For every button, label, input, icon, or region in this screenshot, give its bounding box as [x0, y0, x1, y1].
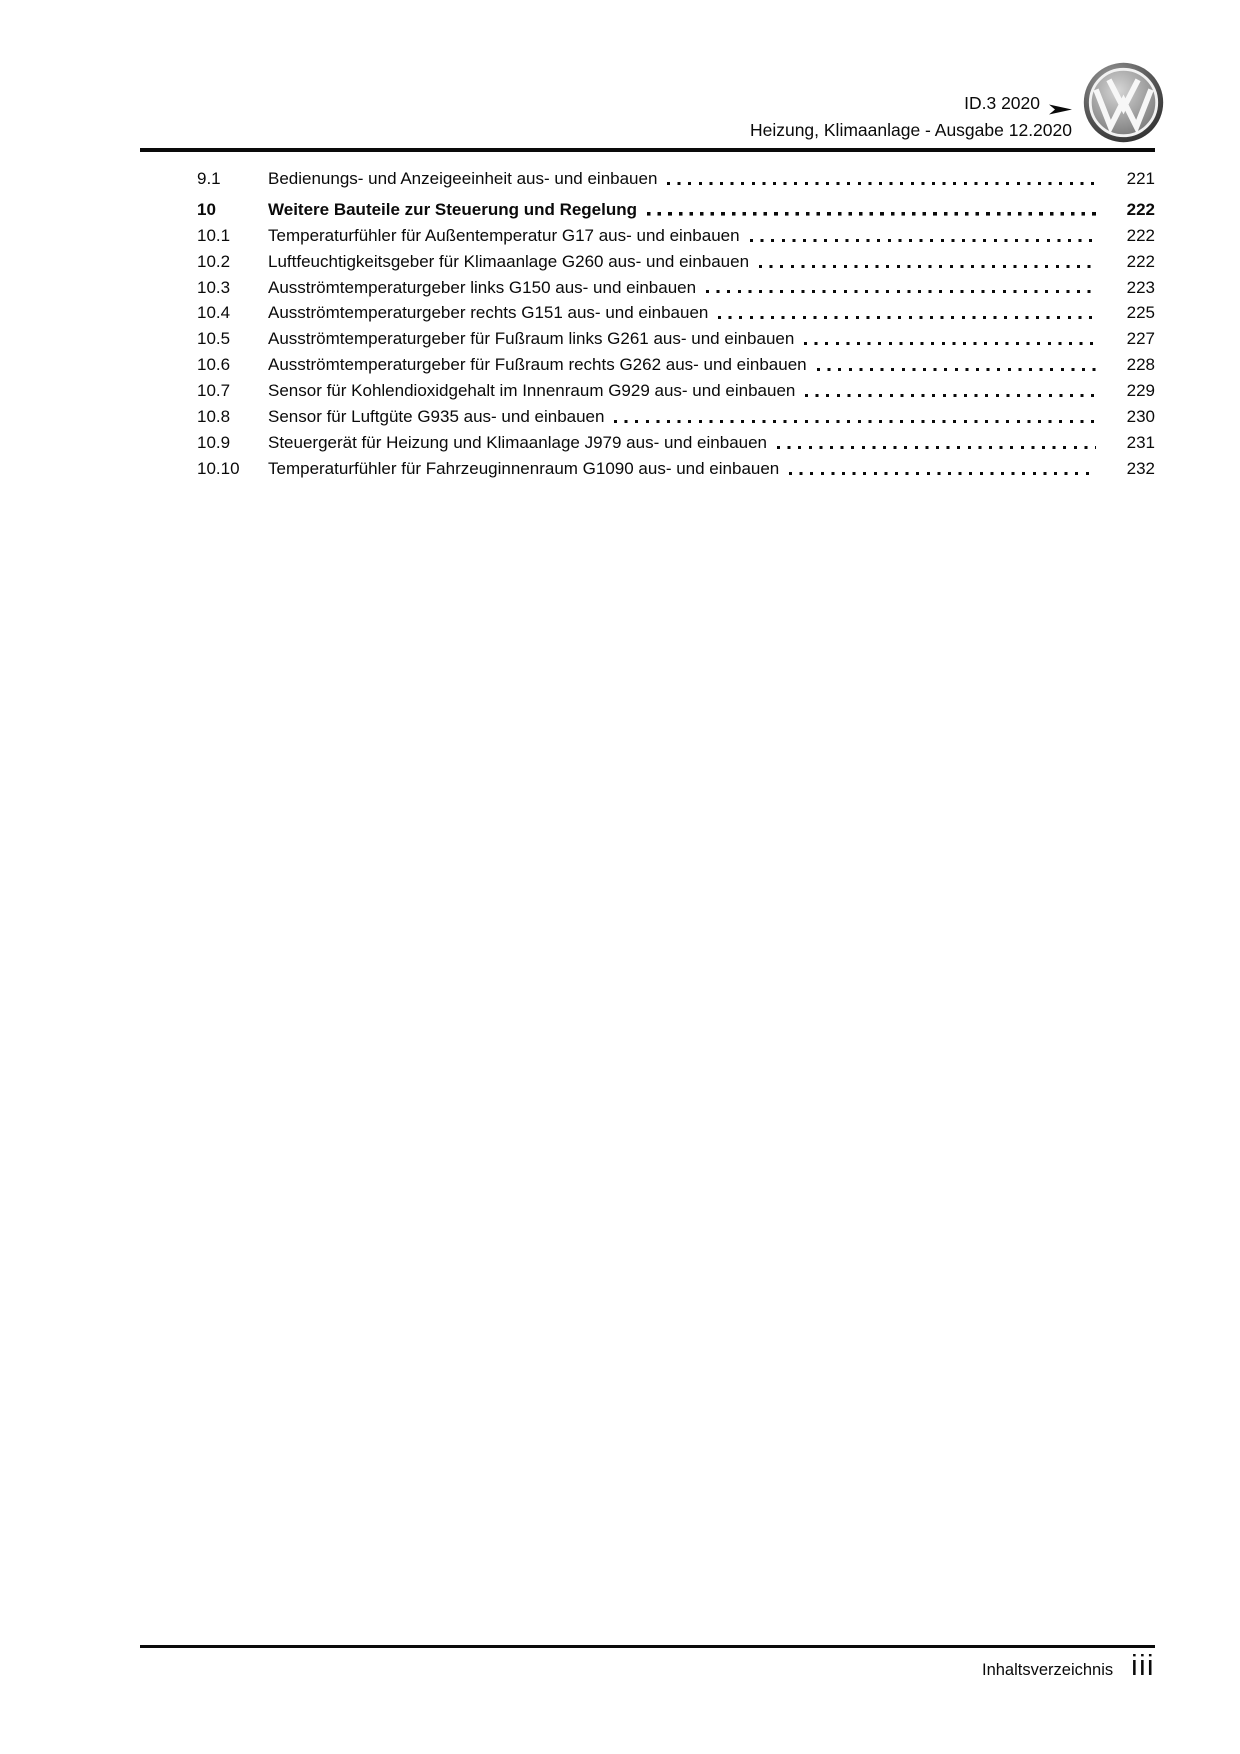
- toc-row: [197, 326, 1155, 352]
- toc-entry-page: 223: [1126, 277, 1155, 297]
- toc-row: [197, 456, 1155, 482]
- dot-leader: [789, 456, 1096, 482]
- toc-row: [197, 249, 1155, 275]
- toc-entry-title: Ausströmtemperaturgeber rechts G151 aus- und einbauen: [268, 303, 709, 323]
- toc-row: [197, 404, 1155, 430]
- toc-entry-title: Sensor für Kohlendioxidgehalt im Innenraum G929 aus- und einbauen: [268, 381, 796, 401]
- toc-entry-number: 10.10: [197, 458, 240, 478]
- toc-entry-page: 221: [1126, 169, 1155, 188]
- dot-leader: [706, 275, 1096, 301]
- toc-entry-number: 10: [197, 199, 216, 219]
- toc-entry-number: 10.8: [197, 407, 231, 427]
- toc-row: [197, 352, 1155, 378]
- toc-entry-title: Bedienungs- und Anzeigeeinheit aus- und einbauen: [268, 169, 658, 188]
- toc-entry-page: 227: [1126, 329, 1155, 349]
- dot-leader: [804, 326, 1096, 352]
- toc-entry-number: 9.1: [197, 169, 221, 188]
- toc-row: [197, 430, 1155, 456]
- footer-rule: [140, 1645, 1155, 1648]
- vw-logo-icon: [1083, 62, 1164, 143]
- toc-entry-number: 10.5: [197, 329, 231, 349]
- header-model-text: ID.3 2020: [964, 93, 1040, 113]
- toc-row: [197, 378, 1155, 404]
- footer-page-number: iii: [1131, 1650, 1155, 1682]
- page-footer: [982, 1650, 1155, 1683]
- toc-row: [197, 300, 1155, 326]
- dot-leader: [817, 352, 1096, 378]
- dot-leader: [777, 430, 1096, 456]
- footer-section-label: Inhaltsverzeichnis: [982, 1661, 1114, 1679]
- toc-entry-page: 222: [1126, 225, 1155, 245]
- toc-entry-title: Weitere Bauteile zur Steuerung und Regelung: [268, 199, 638, 219]
- toc-entry-number: 10.4: [197, 303, 231, 323]
- toc-entry-page: 232: [1126, 458, 1155, 478]
- toc-entry-title: Sensor für Luftgüte G935 aus- und einbauen: [268, 407, 605, 427]
- header-model-line: [750, 90, 1072, 117]
- toc-entry-page: 222: [1126, 199, 1155, 219]
- model-range-arrow-icon: [1049, 97, 1072, 110]
- dot-leader: [750, 223, 1096, 249]
- toc-entry-page: 230: [1126, 407, 1155, 427]
- header-rule: [140, 148, 1155, 152]
- header-subtitle: Heizung, Klimaanlage - Ausgabe 12.2020: [749, 120, 1072, 140]
- toc-entry-number: 10.7: [197, 381, 231, 401]
- dot-leader: [718, 300, 1096, 326]
- toc-entry-page: 231: [1126, 432, 1155, 452]
- toc-entry-page: 229: [1126, 381, 1155, 401]
- dot-leader: [614, 404, 1096, 430]
- toc-row: [197, 197, 1155, 223]
- toc-entry-page: 228: [1126, 355, 1155, 375]
- toc-entry-number: 10.1: [197, 225, 231, 245]
- toc-entry-number: 10.9: [197, 432, 231, 452]
- dot-leader: [759, 249, 1096, 275]
- toc-row: [197, 166, 1155, 192]
- toc-entry-page: 222: [1126, 251, 1155, 271]
- dot-leader: [647, 197, 1096, 223]
- toc-entry-page: 225: [1126, 303, 1155, 323]
- toc-entry-title: Ausströmtemperaturgeber links G150 aus- und einbauen: [268, 277, 697, 297]
- toc-entry-title: Temperaturfühler für Außentemperatur G17 aus- und einbauen: [268, 225, 740, 245]
- toc-entry-title: Ausströmtemperaturgeber für Fußraum rechts G262 aus- und einbauen: [268, 355, 807, 375]
- toc-entry-number: 10.2: [197, 251, 231, 271]
- toc-entry-title: Steuergerät für Heizung und Klimaanlage J979 aus- und einbauen: [268, 432, 768, 452]
- toc-entry-number: 10.3: [197, 277, 231, 297]
- toc-entry-title: Luftfeuchtigkeitsgeber für Klimaanlage G260 aus- und einbauen: [268, 251, 750, 271]
- toc-row: [197, 223, 1155, 249]
- page-header: [750, 90, 1072, 144]
- toc-entry-number: 10.6: [197, 355, 231, 375]
- toc-list: [197, 166, 1155, 482]
- toc-entry-title: Temperaturfühler für Fahrzeuginnenraum G1090 aus- und einbauen: [268, 458, 780, 478]
- dot-leader: [805, 378, 1096, 404]
- dot-leader: [667, 166, 1096, 192]
- toc-row: [197, 275, 1155, 301]
- toc-entry-title: Ausströmtemperaturgeber für Fußraum links G261 aus- und einbauen: [268, 329, 795, 349]
